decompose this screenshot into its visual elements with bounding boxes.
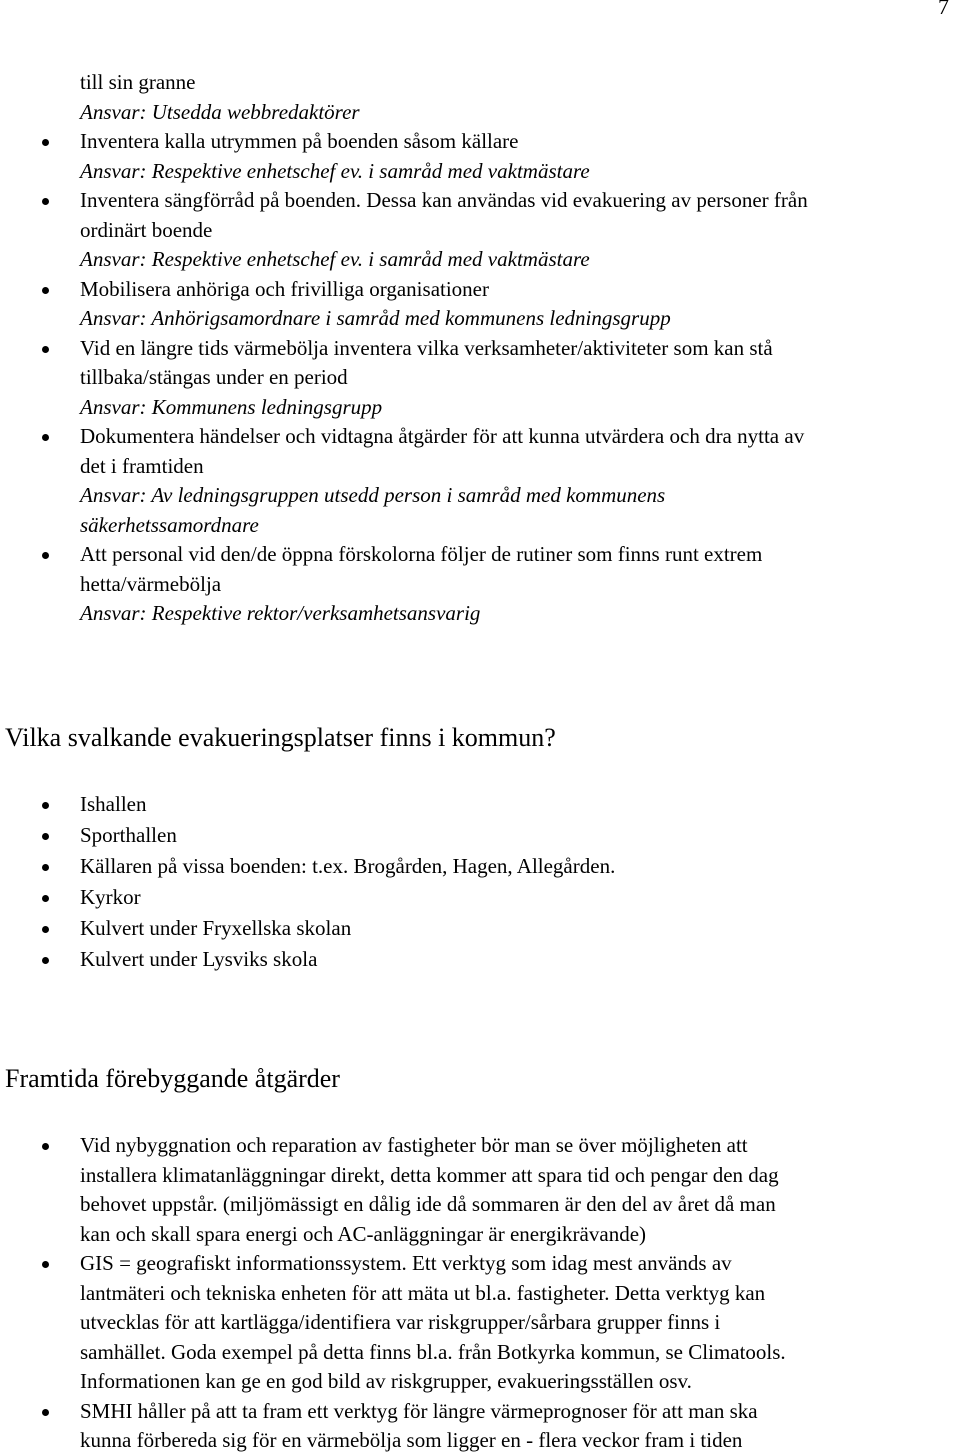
- text-line: hetta/värmebölja: [80, 571, 222, 596]
- responsibility-line: Ansvar: Respektive enhetschef ev. i samråd med vaktmästare: [80, 247, 590, 271]
- text-line: det i framtiden: [80, 453, 204, 478]
- bullet-item: Vid nybyggnation och reparation av fastigheter bör man se över möjligheten att: [0, 1131, 960, 1161]
- text-line: behovet uppstår. (miljömässigt en dålig ide då sommaren är den del av året då man: [80, 1192, 776, 1216]
- text-line: lantmäteri och tekniska enheten för att mäta ut bl.a. fastigheter. Detta verktyg kan: [80, 1280, 766, 1305]
- bullet-item: Vid en längre tids värmebölja inventera vilka verksamheter/aktiviteter som kan stå: [0, 334, 960, 364]
- text-line: Informationen kan ge en god bild av riskgrupper, evakueringsställen osv.: [80, 1369, 692, 1393]
- bullet-item: Inventera sängförråd på boenden. Dessa kan användas vid evakuering av personer från: [0, 186, 960, 216]
- bullet-item: Dokumentera händelser och vidtagna åtgärder för att kunna utvärdera och dra nytta av: [0, 422, 960, 452]
- text-line: samhället. Goda exempel på detta finns bl.a. från Botkyrka kommun, se Climatools.: [80, 1339, 786, 1364]
- text-line: tillbaka/stängas under en period: [80, 365, 348, 389]
- text-line: utvecklas för att kartlägga/identifiera var riskgrupper/sårbara grupper finns i: [80, 1310, 721, 1334]
- responsibility-line: säkerhetssamordnare: [80, 512, 259, 537]
- responsibility-line: Ansvar: Utsedda webbredaktörer: [80, 99, 360, 124]
- bullet-item: Mobilisera anhöriga och frivilliga organisationer: [0, 275, 960, 305]
- text-line: kan och skall spara energi och AC-anläggningar är energikrävande): [80, 1221, 647, 1246]
- evacuation-place-item: Källaren på vissa boenden: t.ex. Brogården, Hagen, Allegården.: [0, 851, 960, 882]
- evacuation-place-item: Kulvert under Lysviks skola: [0, 944, 960, 975]
- bullet-item: Att personal vid den/de öppna förskolorna följer de rutiner som finns runt extrem: [0, 540, 960, 570]
- bullet-item: SMHI håller på att ta fram ett verktyg för längre värmeprognoser för att man ska: [0, 1397, 960, 1427]
- evacuation-place-item: Kyrkor: [0, 882, 960, 913]
- responsibility-list: [0, 68, 960, 629]
- text-line: ordinärt boende: [80, 217, 213, 242]
- text-line: installera klimatanläggningar direkt, detta kommer att spara tid och pengar den dag: [80, 1162, 779, 1187]
- evacuation-place-item: Kulvert under Fryxellska skolan: [0, 913, 960, 944]
- responsibility-line: Ansvar: Anhörigsamordnare i samråd med kommunens ledningsgrupp: [80, 306, 671, 330]
- responsibility-line: Ansvar: Kommunens ledningsgrupp: [80, 394, 383, 419]
- future-measures-list: [0, 1131, 960, 1456]
- responsibility-line: Ansvar: Av ledningsgruppen utsedd person i samråd med kommunens: [80, 483, 666, 507]
- evacuation-place-item: Ishallen: [0, 789, 960, 820]
- text-line: till sin granne: [80, 70, 196, 94]
- evacuation-heading: Vilka svalkande evakueringsplatser finns i kommun?: [5, 723, 556, 752]
- page-number: 7: [938, 0, 949, 19]
- bullet-item: Inventera kalla utrymmen på boenden såsom källare: [0, 127, 960, 157]
- bullet-item: GIS = geografiskt informationssystem. Ett verktyg som idag mest används av: [0, 1249, 960, 1279]
- evacuation-place-item: Sporthallen: [0, 820, 960, 851]
- future-measures-heading: Framtida förebyggande åtgärder: [5, 1064, 340, 1093]
- text-line: kunna förbereda sig för en värmebölja som ligger en - flera veckor fram i tiden: [80, 1428, 743, 1452]
- evacuation-places-list: [0, 789, 960, 975]
- responsibility-line: Ansvar: Respektive rektor/verksamhetsansvarig: [80, 601, 481, 625]
- responsibility-line: Ansvar: Respektive enhetschef ev. i samråd med vaktmästare: [80, 158, 590, 183]
